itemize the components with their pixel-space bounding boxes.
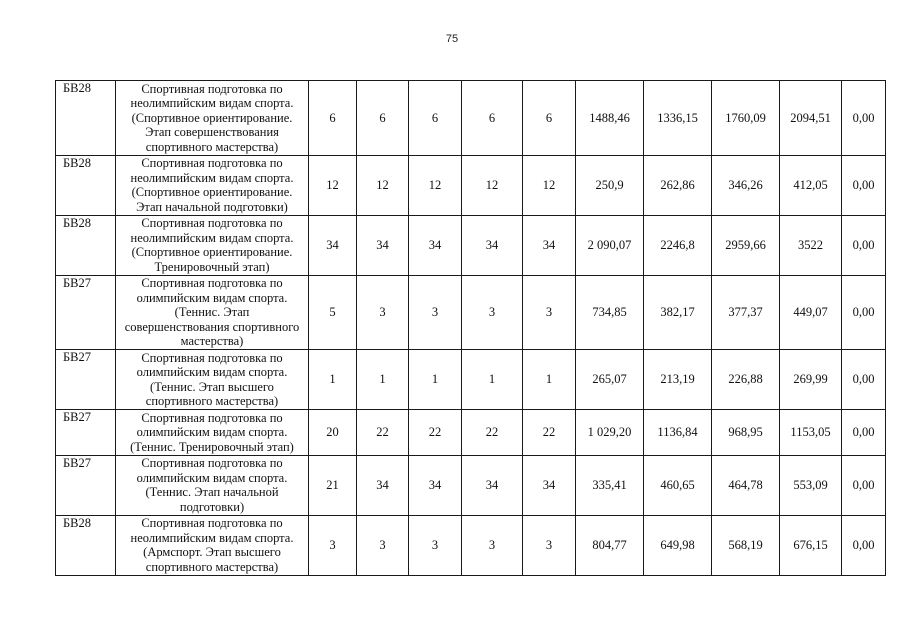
description-line: Спортивная подготовка по bbox=[141, 216, 283, 230]
count-cell: 1 bbox=[523, 350, 576, 410]
amount-cell: 460,65 bbox=[644, 455, 712, 515]
count-cell: 20 bbox=[309, 410, 357, 456]
description-line: мастерства) bbox=[180, 334, 244, 348]
description-line: неолимпийским видам спорта. bbox=[130, 96, 294, 110]
count-cell: 6 bbox=[357, 81, 409, 156]
count-cell: 3 bbox=[523, 515, 576, 575]
zero-value-cell: 0,00 bbox=[842, 81, 886, 156]
count-cell: 3 bbox=[462, 515, 523, 575]
table-body bbox=[56, 81, 886, 576]
amount-cell: 250,9 bbox=[576, 155, 644, 215]
amount-cell: 1488,46 bbox=[576, 81, 644, 156]
description-line: (Спортивное ориентирование. bbox=[131, 110, 293, 125]
description-line: (Теннис. Этап начальной bbox=[145, 485, 279, 499]
count-cell: 12 bbox=[523, 155, 576, 215]
count-cell: 34 bbox=[409, 215, 462, 275]
amount-cell: 262,86 bbox=[644, 155, 712, 215]
amount-cell: 734,85 bbox=[576, 275, 644, 350]
description-line: неолимпийским видам спорта. bbox=[130, 230, 294, 245]
description-line: спортивного мастерства) bbox=[145, 139, 279, 154]
count-cell: 5 bbox=[309, 275, 357, 350]
count-cell: 1 bbox=[309, 350, 357, 410]
count-cell: 3 bbox=[409, 275, 462, 350]
count-cell: 34 bbox=[409, 455, 462, 515]
amount-cell: 346,26 bbox=[712, 155, 780, 215]
count-cell: 3 bbox=[523, 275, 576, 350]
count-cell: 34 bbox=[462, 215, 523, 275]
description-cell bbox=[116, 455, 309, 515]
amount-cell: 1336,15 bbox=[644, 81, 712, 156]
description-line: Тренировочный этап) bbox=[154, 259, 270, 274]
description-line: (Теннис. Этап bbox=[174, 305, 250, 319]
amount-cell: 382,17 bbox=[644, 275, 712, 350]
amount-cell: 1 029,20 bbox=[576, 410, 644, 456]
table-row bbox=[56, 350, 886, 410]
description-line: (Спортивное ориентирование. bbox=[131, 245, 293, 259]
amount-cell: 269,99 bbox=[780, 350, 842, 410]
amount-cell: 2 090,07 bbox=[576, 215, 644, 275]
amount-cell: 412,05 bbox=[780, 155, 842, 215]
description-cell bbox=[116, 350, 309, 410]
amount-cell: 265,07 bbox=[576, 350, 644, 410]
count-cell: 6 bbox=[523, 81, 576, 156]
amount-cell: 1136,84 bbox=[644, 410, 712, 456]
amount-cell: 464,78 bbox=[712, 455, 780, 515]
description-cell bbox=[116, 515, 309, 575]
code-cell: БВ28 bbox=[56, 515, 116, 575]
data-table bbox=[55, 80, 886, 576]
description-cell bbox=[116, 215, 309, 275]
count-cell: 22 bbox=[523, 410, 576, 456]
amount-cell: 2246,8 bbox=[644, 215, 712, 275]
count-cell: 3 bbox=[462, 275, 523, 350]
amount-cell: 1760,09 bbox=[712, 81, 780, 156]
count-cell: 3 bbox=[357, 515, 409, 575]
description-cell bbox=[116, 410, 309, 456]
amount-cell: 968,95 bbox=[712, 410, 780, 456]
description-cell bbox=[116, 275, 309, 350]
count-cell: 34 bbox=[309, 215, 357, 275]
zero-value-cell: 0,00 bbox=[842, 215, 886, 275]
description-line: неолимпийским видам спорта. bbox=[130, 530, 294, 545]
zero-value-cell: 0,00 bbox=[842, 410, 886, 456]
table-row bbox=[56, 155, 886, 215]
code-cell: БВ27 bbox=[56, 455, 116, 515]
description-line: спортивного мастерства) bbox=[145, 394, 279, 408]
amount-cell: 1153,05 bbox=[780, 410, 842, 456]
page-number: 75 bbox=[445, 33, 459, 45]
description-line: олимпийским видам спорта. bbox=[136, 365, 288, 379]
table-row bbox=[56, 81, 886, 156]
amount-cell: 226,88 bbox=[712, 350, 780, 410]
count-cell: 22 bbox=[357, 410, 409, 456]
count-cell: 6 bbox=[309, 81, 357, 156]
description-line: Спортивная подготовка по bbox=[141, 410, 283, 425]
description-line: Спортивная подготовка по bbox=[141, 516, 283, 530]
description-cell bbox=[116, 155, 309, 215]
amount-cell: 449,07 bbox=[780, 275, 842, 350]
description-line: Этап начальной подготовки) bbox=[136, 199, 288, 214]
amount-cell: 213,19 bbox=[644, 350, 712, 410]
description-line: Спортивная подготовка по bbox=[141, 81, 283, 96]
count-cell: 1 bbox=[409, 350, 462, 410]
table-row bbox=[56, 410, 886, 456]
count-cell: 12 bbox=[409, 155, 462, 215]
count-cell: 21 bbox=[309, 455, 357, 515]
count-cell: 3 bbox=[309, 515, 357, 575]
count-cell: 6 bbox=[409, 81, 462, 156]
amount-cell: 3522 bbox=[780, 215, 842, 275]
description-line: олимпийским видам спорта. bbox=[136, 425, 288, 439]
zero-value-cell: 0,00 bbox=[842, 350, 886, 410]
count-cell: 1 bbox=[357, 350, 409, 410]
description-line: Спортивная подготовка по bbox=[141, 276, 283, 290]
description-line: спортивного мастерства) bbox=[145, 559, 279, 574]
description-line: Спортивная подготовка по bbox=[141, 456, 283, 470]
amount-cell: 2959,66 bbox=[712, 215, 780, 275]
amount-cell: 377,37 bbox=[712, 275, 780, 350]
count-cell: 12 bbox=[462, 155, 523, 215]
table-row bbox=[56, 215, 886, 275]
description-line: Спортивная подготовка по bbox=[141, 156, 283, 170]
description-line: (Армспорт. Этап высшего bbox=[143, 545, 281, 559]
zero-value-cell: 0,00 bbox=[842, 455, 886, 515]
count-cell: 34 bbox=[523, 455, 576, 515]
amount-cell: 335,41 bbox=[576, 455, 644, 515]
amount-cell: 2094,51 bbox=[780, 81, 842, 156]
code-cell: БВ27 bbox=[56, 275, 116, 350]
description-line: подготовки) bbox=[179, 499, 245, 514]
count-cell: 12 bbox=[309, 155, 357, 215]
description-line: олимпийским видам спорта. bbox=[136, 290, 288, 305]
description-line: Спортивная подготовка по bbox=[141, 350, 283, 365]
count-cell: 3 bbox=[357, 275, 409, 350]
amount-cell: 676,15 bbox=[780, 515, 842, 575]
count-cell: 1 bbox=[462, 350, 523, 410]
description-line: (Теннис. Тренировочный этап) bbox=[130, 439, 294, 454]
count-cell: 22 bbox=[409, 410, 462, 456]
table-row bbox=[56, 515, 886, 575]
description-line: неолимпийским видам спорта. bbox=[130, 170, 294, 185]
count-cell: 22 bbox=[462, 410, 523, 456]
description-line: Этап совершенствования bbox=[145, 125, 279, 139]
count-cell: 12 bbox=[357, 155, 409, 215]
amount-cell: 553,09 bbox=[780, 455, 842, 515]
code-cell: БВ27 bbox=[56, 410, 116, 456]
description-cell bbox=[116, 81, 309, 156]
table-row bbox=[56, 455, 886, 515]
zero-value-cell: 0,00 bbox=[842, 275, 886, 350]
code-cell: БВ28 bbox=[56, 215, 116, 275]
zero-value-cell: 0,00 bbox=[842, 155, 886, 215]
count-cell: 6 bbox=[462, 81, 523, 156]
count-cell: 34 bbox=[357, 455, 409, 515]
code-cell: БВ28 bbox=[56, 81, 116, 156]
zero-value-cell: 0,00 bbox=[842, 515, 886, 575]
code-cell: БВ28 bbox=[56, 155, 116, 215]
amount-cell: 649,98 bbox=[644, 515, 712, 575]
count-cell: 34 bbox=[523, 215, 576, 275]
description-line: совершенствования спортивного bbox=[124, 319, 300, 334]
description-line: (Спортивное ориентирование. bbox=[131, 185, 293, 199]
amount-cell: 568,19 bbox=[712, 515, 780, 575]
amount-cell: 804,77 bbox=[576, 515, 644, 575]
description-line: олимпийским видам спорта. bbox=[136, 470, 288, 485]
table-row bbox=[56, 275, 886, 350]
description-line: (Теннис. Этап высшего bbox=[150, 379, 274, 394]
count-cell: 3 bbox=[409, 515, 462, 575]
count-cell: 34 bbox=[357, 215, 409, 275]
code-cell: БВ27 bbox=[56, 350, 116, 410]
count-cell: 34 bbox=[462, 455, 523, 515]
